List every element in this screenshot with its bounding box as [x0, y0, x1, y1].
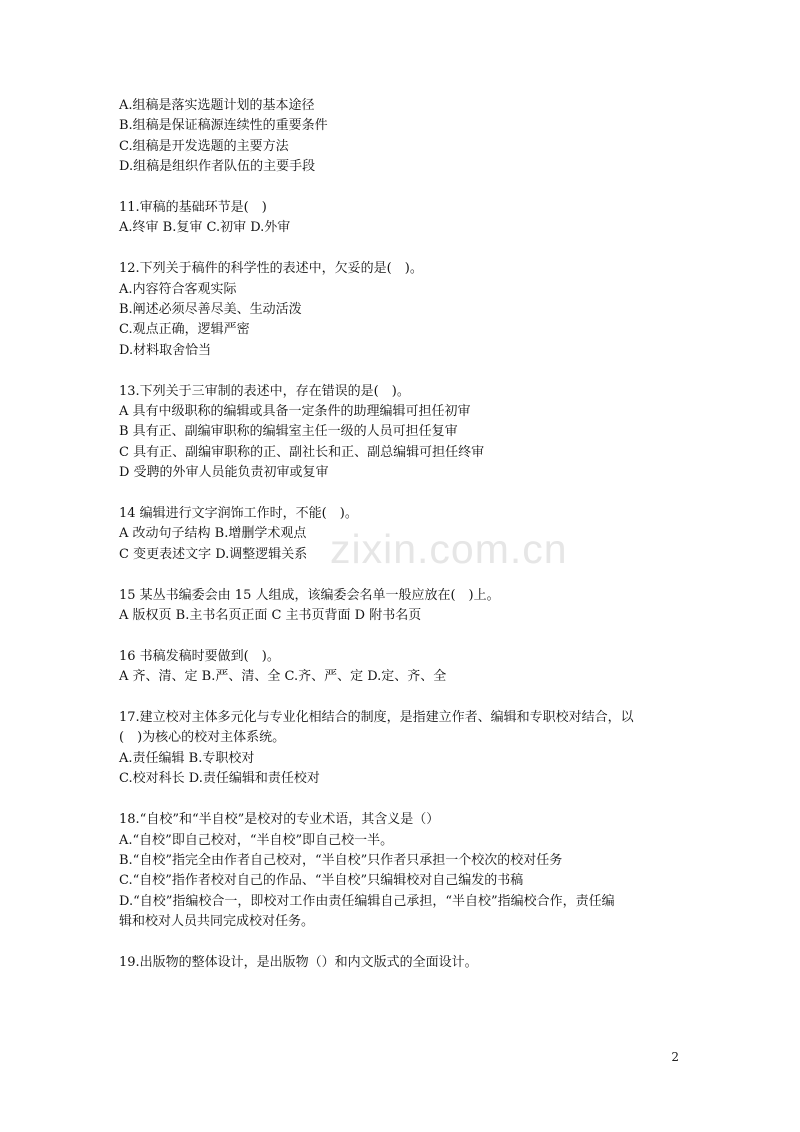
text-line: C.校对科长 D.责任编辑和责任校对: [119, 771, 320, 787]
blank-line: [119, 565, 684, 585]
page-number: 2: [671, 1050, 679, 1064]
text-line: 13.下列关于三审制的表述中，存在错误的是( )。: [119, 383, 410, 399]
text-line: 辑和校对人员共同完成校对任务。: [119, 914, 315, 930]
text-line: C.观点正确，逻辑严密: [119, 322, 250, 338]
text-line: D 受聘的外审人员能负责初审或复审: [119, 465, 329, 481]
text-line: 17.建立校对主体多元化与专业化相结合的制度，是指建立作者、编辑和专职校对结合，以: [119, 710, 634, 726]
text-line: A.“自校”即自己校对，“半自校”即自己校一半。: [119, 832, 394, 848]
text-line: D.组稿是组织作者队伍的主要手段: [119, 159, 316, 175]
watermark-text: zixin.com.cn: [330, 526, 568, 572]
text-line: C.“自校”指作者校对自己的作品、“半自校”只编辑校对自己编发的书稿: [119, 873, 524, 889]
text-line: A 具有中级职称的编辑或具备一定条件的助理编辑可担任初审: [119, 404, 471, 420]
text-line: 19.出版物的整体设计，是出版物（）和内文版式的全面设计。: [119, 954, 478, 970]
blank-line: [119, 239, 684, 259]
text-line: A 齐、清、定 B.严、清、全 C.齐、严、定 D.定、齐、全: [119, 669, 447, 685]
text-line: B.阐述必须尽善尽美、生动活泼: [119, 302, 302, 318]
text-line: B.“自校”指完全由作者自己校对，“半自校”只作者只承担一个校次的校对任务: [119, 852, 563, 868]
text-line: A 版权页 B.主书名页正面 C 主书页背面 D 附书名页: [119, 608, 422, 624]
blank-line: [119, 178, 684, 198]
text-line: 14 编辑进行文字润饰工作时，不能( )。: [119, 506, 358, 522]
text-line: D.“自校”指编校合一，即校对工作由责任编辑自己承担，“半自校”指编校合作，责任编: [119, 893, 615, 909]
text-line: 16 书稿发稿时要做到( )。: [119, 648, 280, 664]
blank-line: [119, 626, 684, 646]
blank-line: [119, 933, 684, 953]
text-line: 18.“自校”和“半自校”是校对的专业术语，其含义是（）: [119, 812, 440, 828]
text-line: B.组稿是保证稿源连续性的重要条件: [119, 118, 328, 134]
text-line: C.组稿是开发选题的主要方法: [119, 138, 289, 154]
text-line: A 改动句子结构 B.增删学术观点: [119, 526, 307, 542]
text-line: A.终审 B.复审 C.初审 D.外审: [119, 220, 291, 236]
page-body: [119, 96, 684, 973]
text-line: C 具有正、副编审职称的正、副社长和正、副总编辑可担任终审: [119, 444, 485, 460]
text-line: D.材料取舍恰当: [119, 342, 212, 358]
text-line: A.责任编辑 B.专职校对: [119, 750, 255, 766]
blank-line: [119, 688, 684, 708]
text-line: C 变更表述文字 D.调整逻辑关系: [119, 546, 308, 562]
text-line: 15 某丛书编委会由 15 人组成，该编委会名单一般应放在( )上。: [119, 587, 500, 603]
text-line: B 具有正、副编审职称的编辑室主任一级的人员可担任复审: [119, 424, 458, 440]
blank-line: [119, 790, 684, 810]
blank-line: [119, 361, 684, 381]
text-line: A.组稿是落实选题计划的基本途径: [119, 98, 315, 113]
text-line: A.内容符合客观实际: [119, 281, 237, 297]
text-line: ( )为核心的校对主体系统。: [119, 730, 286, 746]
text-line: 11.审稿的基础环节是( ): [119, 200, 267, 216]
text-line: 12.下列关于稿件的科学性的表述中，欠妥的是( )。: [119, 261, 423, 277]
blank-line: [119, 484, 684, 504]
